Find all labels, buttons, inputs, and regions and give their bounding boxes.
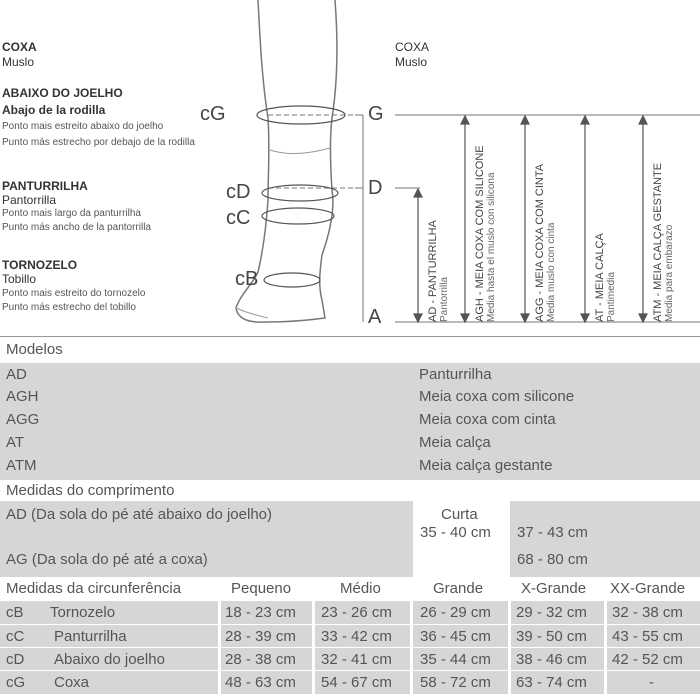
right-thigh-title: COXA	[395, 40, 430, 54]
thigh-title: COXA	[2, 40, 37, 54]
thigh-subtitle: Muslo	[2, 55, 35, 69]
ankle-desc-es: Punto más estrecho del tobillo	[2, 302, 136, 313]
calf-subtitle: Pantorrilla	[2, 193, 57, 207]
models-header: Modelos	[6, 341, 63, 358]
leg-measurement-diagram	[0, 0, 700, 335]
point-d-label: D	[368, 177, 383, 199]
circumference-header: Medidas da circunferência Pequeno Médio Grande X-Grande XX-Grande	[6, 580, 686, 597]
knee-subtitle: Abajo de la rodilla	[2, 103, 106, 117]
calf-title: PANTURRILHA	[2, 179, 88, 193]
right-thigh-subtitle: Muslo	[395, 55, 428, 69]
cb-label: cB	[235, 268, 259, 290]
calf-desc-es: Punto más ancho de la pantorrilla	[2, 222, 151, 233]
arrow-label-agh: AGH - MEIA COXA COM SILICONE Media hasta el muslo con silicona	[474, 145, 497, 322]
knee-desc-es: Punto más estrecho por debajo de la rodilla	[2, 137, 195, 148]
knee-title: ABAIXO DO JOELHO	[2, 86, 123, 100]
length-header: Medidas do comprimento	[0, 481, 700, 501]
row-separator	[0, 624, 700, 625]
row-separator	[0, 670, 700, 671]
point-a-label: A	[368, 306, 382, 328]
ankle-desc-pt: Ponto mais estreito do tornozelo	[2, 288, 146, 299]
arrow-label-at: AT - MEIA CALÇA Pantimedia	[594, 233, 617, 322]
cc-label: cC	[226, 207, 251, 229]
arrow-label-ad: AD - PANTURRILHA Pantorrilla	[427, 220, 450, 322]
divider	[0, 336, 700, 337]
calf-desc-pt: Ponto mais largo da panturrilha	[2, 208, 141, 219]
row-separator	[0, 647, 700, 648]
point-g-label: G	[368, 103, 384, 125]
arrow-label-agg: AGG - MEIA COXA COM CINTA Media muslo con cinta	[534, 163, 557, 322]
ankle-title: TORNOZELO	[2, 258, 78, 272]
arrow-label-atm: ATM - MEIA CALÇA GESTANTE Media para embarazo	[652, 162, 675, 322]
cd-label: cD	[226, 181, 251, 203]
knee-desc-pt: Ponto mais estreito abaixo do joelho	[2, 121, 164, 132]
ankle-subtitle: Tobillo	[2, 272, 37, 286]
cg-label: cG	[200, 103, 226, 125]
models-table	[0, 363, 700, 480]
